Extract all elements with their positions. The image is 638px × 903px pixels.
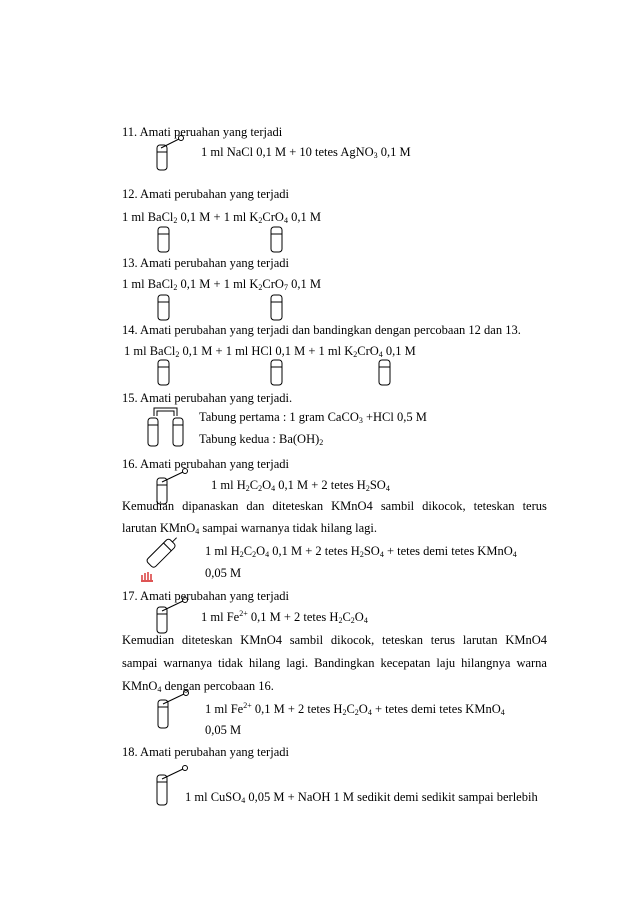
item-11-reagents: 1 ml NaCl 0,1 M + 10 tetes AgNO$_3$ 0,1 M [201,145,411,160]
item-14-reagents: 1 ml BaCl$_2$ 0,1 M + 1 ml HCl 0,1 M + 1 ml $K_2CrO_4$ 0,1 M [124,344,416,359]
item-16-concentration: 0,05 M [205,566,242,580]
item-18-reagents: 1 ml CuSO$_4$ 0,05 M + NaOH 1 M sedikit demi sedikit sampai berlebih [185,790,538,805]
item-15-title: 15. Amati perubahan yang terjadi. [122,391,293,405]
item-17-dropwise-reagents: 1 ml $Fe^{2+}$ 0,1 M + 2 tetes $H_2C_2O_4$ + tetes demi tetes KMnO$_4$ [205,701,505,717]
item-17-reagents: 1 ml $Fe^{2+}$ 0,1 M + 2 tetes $H_2C_2O_4$ [201,609,368,625]
test-tube-icon [157,294,171,322]
test-tube-icon [270,226,284,254]
item-16-heated-reagents: 1 ml $H_2C_2O_4$ 0,1 M + 2 tetes $H_2SO_4$ + tetes demi tetes KMnO$_4$ [205,544,517,559]
test-tube-with-dropper-icon [155,135,185,175]
item-14-title: 14. Amati perubahan yang terjadi dan bandingkan dengan percobaan 12 dan 13. [122,323,521,337]
item-16-paragraph-line-1: Kemudian dipanaskan dan diteteskan KMnO4 sambil dikocok, teteskan terus [122,499,547,513]
item-16-paragraph-line-2: larutan KMnO$_4$ sampai warnanya tidak hilang lagi. [122,521,377,536]
item-18-title: 18. Amati perubahan yang terjadi [122,745,289,759]
test-tube-icon [157,226,171,254]
item-17-paragraph-line-2: sampai warnanya tidak hilang lagi. Bandingkan kecepatan laju hilangnya warna [122,656,547,670]
item-17-concentration: 0,05 M [205,723,242,737]
test-tube-with-dropper-icon [155,765,189,811]
item-12-title: 12. Amati perubahan yang terjadi [122,187,289,201]
item-13-title: 13. Amati perubahan yang terjadi [122,256,289,270]
item-15-tube-2: Tabung kedua : $Ba(OH)_2$ [199,432,324,447]
test-tube-with-dropper-icon [156,690,190,734]
item-13-reagents: 1 ml BaCl$_2$ 0,1 M + 1 ml $K_2CrO_7$ 0,1 M [122,277,321,292]
test-tube-icon [270,359,284,387]
test-tube-icon [270,294,284,322]
item-17-paragraph-line-1: Kemudian diteteskan KMnO4 sambil dikocok, teteskan terus larutan KMnO4 [122,633,547,647]
test-tube-icon [157,359,171,387]
connected-tubes-icon [145,404,187,449]
item-16-reagents: 1 ml $H_2C_2O_4$ 0,1 M + 2 tetes $H_2SO_4$ [211,478,390,493]
item-17-title: 17. Amati perubahan yang terjadi [122,589,289,603]
item-15-tube-1: Tabung pertama : 1 gram CaCO$_3$ +HCl 0,5 M [199,410,427,425]
burner-icon [140,567,154,583]
item-17-paragraph-line-3: KMnO$_4$ dengan percobaan 16. [122,679,274,694]
item-11-title: 11. Amati peruahan yang terjadi [122,125,283,139]
item-12-reagents: 1 ml BaCl$_2$ 0,1 M + 1 ml $K_2CrO_4$ 0,1 M [122,210,321,225]
test-tube-icon [378,359,392,387]
item-16-title: 16. Amati perubahan yang terjadi [122,457,289,471]
